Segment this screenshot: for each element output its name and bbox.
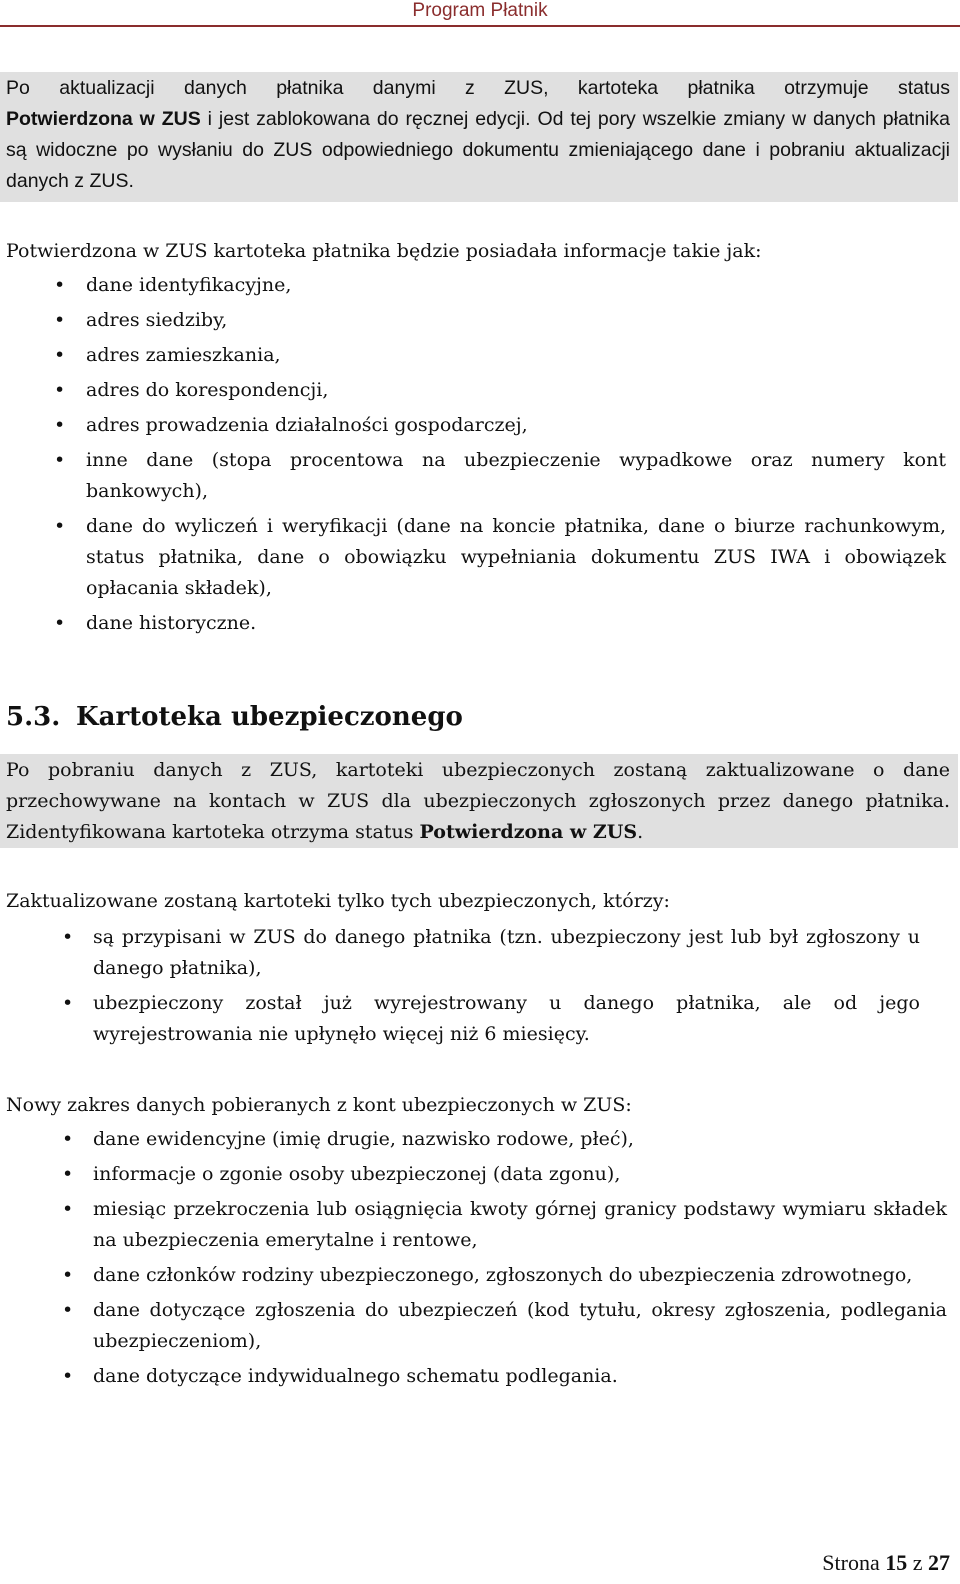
- footer-separator: z: [912, 1550, 923, 1575]
- list-item: • dane dotyczące zgłoszenia do ubezpieczeń (kod tytułu, okresy zgłoszenia, podlegania ubezpieczeniom),: [62, 1299, 947, 1352]
- info-list-lead: Potwierdzona w ZUS kartoteka płatnika będzie posiadała informacje takie jak:: [6, 240, 762, 262]
- footer-prefix: Strona: [822, 1550, 880, 1575]
- list-item: • adres siedziby,: [54, 309, 228, 331]
- intro-rest: i jest zablokowana do ręcznej edycji. Od tej pory wszelkie zmiany w danych płatnika są widoczne po wysłaniu do ZUS odpowiedniego dokumentu zmieniającego dane i pobraniu aktualizacji danych z ZUS.: [6, 108, 950, 192]
- updated-list: [62, 922, 920, 1054]
- section-intro-paragraph: [6, 755, 950, 848]
- section-number: 5.3.: [6, 702, 61, 732]
- new-data-list-lead: Nowy zakres danych pobieranych z kont ubezpieczonych w ZUS:: [6, 1094, 632, 1116]
- intro-paragraph: [6, 104, 950, 197]
- info-list: [54, 270, 946, 643]
- footer-page-number: 15: [885, 1550, 908, 1575]
- list-item: • adres do korespondencji,: [54, 379, 329, 401]
- section-heading: [6, 699, 463, 735]
- page-footer: [822, 1548, 950, 1578]
- list-item: • dane członków rodziny ubezpieczonego, zgłoszonych do ubezpieczenia zdrowotnego,: [62, 1264, 913, 1286]
- page-header-title: Program Płatnik: [412, 0, 548, 21]
- list-item: • dane ewidencyjne (imię drugie, nazwisko rodowe, płeć),: [62, 1128, 634, 1150]
- list-item: • dane dotyczące indywidualnego schematu podlegania.: [62, 1365, 618, 1387]
- new-data-list: [62, 1124, 947, 1396]
- list-item: • dane identyfikacyjne,: [54, 274, 292, 296]
- section-intro-text: Po pobraniu danych z ZUS, kartoteki ubezpieczonych zostaną zaktualizowane o dane przechowywane na kontach w ZUS dla ubezpieczonych zgłoszonych przez danego płatnika. Zidentyfikowana kartoteka otrzyma status: [6, 759, 950, 843]
- list-item: • adres prowadzenia działalności gospodarczej,: [54, 414, 528, 436]
- list-item: • miesiąc przekroczenia lub osiągnięcia kwoty górnej granicy podstawy wymiaru składek na ubezpieczenia emerytalne i rentowe,: [62, 1198, 947, 1251]
- list-item: • ubezpieczony został już wyrejestrowany u danego płatnika, ale od jego wyrejestrowania nie upłynęło więcej niż 6 miesięcy.: [62, 992, 920, 1045]
- updated-list-lead: Zaktualizowane zostaną kartoteki tylko tych ubezpieczonych, którzy:: [6, 890, 670, 912]
- list-item: • inne dane (stopa procentowa na ubezpieczenie wypadkowe oraz numery kont bankowych),: [54, 449, 946, 502]
- footer-total-pages: 27: [928, 1550, 950, 1575]
- section-intro-end: .: [637, 821, 644, 843]
- list-item: • są przypisani w ZUS do danego płatnika (tzn. ubezpieczony jest lub był zgłoszony u danego płatnika),: [62, 926, 920, 979]
- list-item: • dane historyczne.: [54, 612, 257, 634]
- list-item: • informacje o zgonie osoby ubezpieczonej (data zgonu),: [62, 1163, 621, 1185]
- list-item: • dane do wyliczeń i weryfikacji (dane na koncie płatnika, dane o biurze rachunkowym, status płatnika, dane o obowiązku wypełniania dokumentu ZUS IWA i obowiązek opłacania składek),: [54, 515, 946, 599]
- intro-line-1: Po aktualizacji danych płatnika danymi z ZUS, kartoteka płatnika otrzymuje status: [6, 77, 950, 99]
- list-item: • adres zamieszkania,: [54, 344, 281, 366]
- intro-status-bold: Potwierdzona w ZUS: [6, 108, 201, 130]
- header-divider: [0, 25, 960, 27]
- section-title: Kartoteka ubezpieczonego: [76, 702, 463, 732]
- section-intro-status-bold: Potwierdzona w ZUS: [419, 821, 638, 843]
